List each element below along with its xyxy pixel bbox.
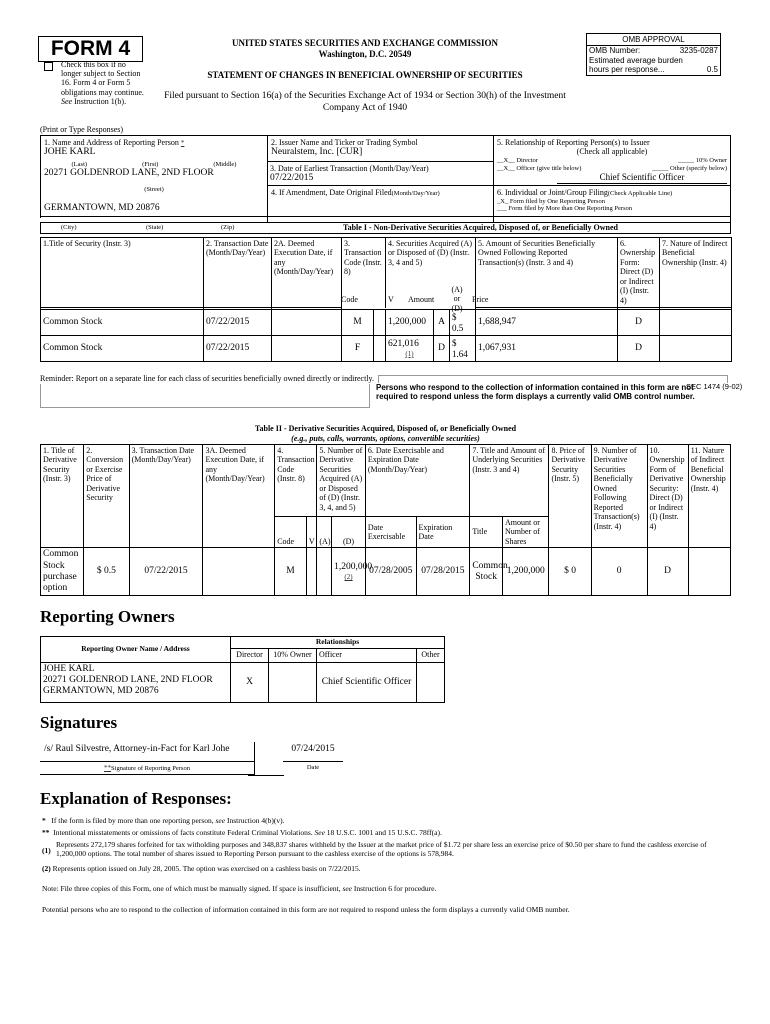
- street-label: (Street): [144, 185, 164, 193]
- sec-code: SEC 1474 (9-02): [686, 382, 743, 391]
- file-copies-note: [42, 885, 732, 894]
- amendment-cell: [267, 185, 494, 222]
- signature-footnote[interactable]: **: [104, 764, 112, 773]
- t2-h-underlying: 7. Title and Amount of Underlying Securities (Instr. 3 and 4): [470, 445, 549, 517]
- reminder-text: Reminder: Report on a separate line for each class of securities beneficially owned directly or indirectly.: [40, 374, 375, 383]
- signature-box: [40, 742, 255, 775]
- table1-rows: [40, 309, 731, 362]
- director-header: Director: [231, 649, 269, 663]
- t2-sub-a: (A): [317, 517, 332, 548]
- t2-date: 07/22/2015: [129, 548, 203, 596]
- t1-owned: 1,688,947: [476, 310, 618, 336]
- t1-h-ownership: 6. Ownership Form: Direct (D) or Indirect (I) (Instr. 4): [618, 238, 660, 308]
- t1-h-nature: 7. Nature of Indirect Beneficial Ownership (Instr. 4): [660, 238, 732, 308]
- t1-amount: [386, 336, 434, 362]
- t1-code: M: [342, 310, 374, 336]
- joint-filing-sub: (Check Applicable Line): [607, 190, 673, 197]
- director-option: __X__ Director: [497, 156, 538, 164]
- t1-aord: D: [434, 336, 450, 362]
- owner-other: [417, 663, 445, 703]
- note-2-text: Represents option issued on July 28, 2005. The option was exercised on a cashless basis on 7/22/2015.: [52, 864, 361, 873]
- t1-amount-value: 621,016: [388, 338, 419, 349]
- t1-h-amount: 5. Amount of Securities Beneficially Owned Following Reported Transaction(s) (Instr. 3 and 4): [476, 238, 618, 308]
- table1: [40, 237, 732, 308]
- t2-h-date: 3. Transaction Date (Month/Day/Year): [129, 445, 203, 548]
- check-note-text: Check this box if no longer subject to Section 16. Form 4 or Form 5 obligations may continue.: [61, 60, 144, 97]
- signature-divider: [248, 775, 284, 776]
- omb-approval-box: [586, 33, 721, 76]
- t1-sub-aord: (A) or (D): [451, 285, 463, 313]
- t1-v: [374, 336, 386, 362]
- dstar-text: Intentional misstatements or omissions of facts constitute Federal Criminal Violations.: [53, 828, 313, 837]
- owner-address-1: 20271 GOLDENROD LANE, 2ND FLOOR: [43, 675, 213, 686]
- omb-hours: 0.5: [706, 65, 718, 75]
- t1-h-deemed: 2A. Deemed Execution Date, if any (Month/Day/Year): [272, 238, 342, 308]
- t1-price: [450, 336, 476, 362]
- owner-address-2: GERMANTOWN, MD 20876: [43, 686, 159, 697]
- omb-number: 3235-0287: [679, 46, 718, 56]
- other-option: _____ Other (specify below): [652, 164, 727, 172]
- t2-sub-amount: Amount or Number of Shares: [503, 517, 549, 548]
- t2-h-price: 8. Price of Derivative Security (Instr. 5): [549, 445, 591, 548]
- t1-date: 07/22/2015: [204, 310, 272, 336]
- persons-notice: Persons who respond to the collection of information contained in this form are not required to respond unless the form displays a currently valid OMB control number.: [376, 383, 695, 402]
- omb-burden-label: Estimated average burden: [589, 55, 683, 65]
- reporting-person-street: 20271 GOLDENROD LANE, 2ND FLOOR: [44, 168, 214, 179]
- t2-sub-exercisable: Date Exercisable: [365, 517, 416, 548]
- t1-owned: 1,067,931: [476, 336, 618, 362]
- omb-title: OMB APPROVAL: [587, 34, 720, 46]
- last-label: (Last): [71, 160, 88, 168]
- check-note-instruction: Instruction 1(b).: [74, 96, 127, 106]
- t2-sub-expiration: Expiration Date: [416, 517, 470, 548]
- owner-director: X: [231, 663, 269, 703]
- table1-title: Table I - Non-Derivative Securities Acquired, Disposed of, or Beneficially Owned: [343, 223, 618, 232]
- t2-nature: [688, 548, 730, 596]
- t1-sub-amount: Amount: [408, 295, 435, 304]
- t2-exercisable: 07/28/2005: [365, 548, 416, 596]
- other-header: Other: [417, 649, 445, 663]
- check-note: [61, 60, 145, 106]
- note-2-marker: (2): [42, 864, 51, 873]
- ten-percent-option: _____ 10% Owner: [677, 156, 727, 164]
- omb-number-label: OMB Number:: [589, 46, 641, 56]
- t2-price: $ 0: [549, 548, 591, 596]
- table2-title: Table II - Derivative Securities Acquired, Disposed of, or Beneficially Owned: [254, 424, 517, 433]
- state-label: (State): [146, 224, 164, 231]
- star-instruction: Instruction 4(b)(v).: [226, 816, 285, 825]
- t1-deemed: [272, 336, 342, 362]
- relationships-header: Relationships: [231, 637, 445, 649]
- print-type-note: (Print or Type Responses): [40, 125, 124, 134]
- t1-deemed: [272, 310, 342, 336]
- explanation-note-1: [42, 841, 732, 859]
- file-copies-text: Note: File three copies of this Form, one of which must be manually signed. If space is insufficient,: [42, 884, 341, 893]
- dstar-see: See: [314, 828, 325, 837]
- potential-persons-note: Potential persons who are to respond to the collection of information contained in this form are not required to respond unless the form displays a currently valid OMB number.: [42, 905, 570, 914]
- t1-amount-value: 1,200,000: [388, 316, 426, 327]
- t1-nature: [660, 336, 732, 362]
- t1-price-value: 1.64: [452, 348, 468, 359]
- t2-h-number: 5. Number of Derivative Securities Acquired (A) or Disposed of (D) (Instr. 3, 4, and 5): [317, 445, 366, 517]
- owner-row: [41, 663, 445, 703]
- table1-row: [41, 336, 732, 362]
- t2-deemed: [203, 548, 275, 596]
- t2-a: [317, 548, 332, 596]
- reporting-person-label: 1. Name and Address of Reporting Person: [44, 138, 179, 147]
- issuer-name: Neuralstem, Inc. [CUR]: [271, 147, 363, 158]
- t2-form: D: [647, 548, 688, 596]
- t1-amount: [386, 310, 434, 336]
- t2-underlying-amount: 1,200,000: [503, 548, 549, 596]
- explanation-heading: Explanation of Responses:: [40, 789, 232, 808]
- t1-form: D: [618, 336, 660, 362]
- t1-h-date: 2. Transaction Date (Month/Day/Year): [204, 238, 272, 308]
- issuer-label: 2. Issuer Name and Ticker or Trading Symbol: [271, 138, 418, 147]
- amendment-sub: (Month/Day/Year): [391, 190, 440, 197]
- file-copies-end: Instruction 6 for procedure.: [353, 884, 437, 893]
- form-title: FORM 4: [38, 36, 143, 62]
- explanation-note-2: [42, 865, 732, 874]
- t1-amount-footnote[interactable]: (1): [405, 349, 414, 358]
- t2-owned: 0: [591, 548, 647, 596]
- earliest-date-cell: [267, 161, 494, 187]
- t1-h-code: 3. Transaction Code (Instr. 8): [342, 238, 386, 308]
- t2-h-deemed: 3A. Deemed Execution Date, if any (Month/Day/Year): [203, 445, 275, 548]
- t1-sub-v: V: [388, 295, 394, 304]
- t2-h-nature: 11. Nature of Indirect Beneficial Ownership (Instr. 4): [688, 445, 730, 548]
- joint-filing-more: ___ Form filed by More than One Reporting Person: [497, 205, 633, 213]
- t2-sub-code: Code: [275, 517, 307, 548]
- relationship-label: 5. Relationship of Reporting Person(s) to Issuer: [497, 138, 650, 147]
- officer-header: Officer: [317, 649, 417, 663]
- dstar-marker: **: [42, 828, 50, 837]
- reporting-owners-table: [40, 636, 445, 703]
- t1-h-securities: 4. Securities Acquired (A) or Disposed of (D) (Instr. 3, 4 and 5): [386, 238, 476, 308]
- earliest-date: 07/22/2015: [270, 173, 314, 184]
- star-marker: *: [42, 816, 46, 825]
- signatures-heading: Signatures: [40, 713, 118, 732]
- t2-h-exercisable: 6. Date Exercisable and Expiration Date (Month/Day/Year): [365, 445, 469, 517]
- t1-price-currency: $: [452, 337, 457, 348]
- signature-date-box: [283, 742, 343, 775]
- t2-expiration: 07/28/2015: [416, 548, 470, 596]
- t1-price: [450, 310, 476, 336]
- t2-d: 1,200,000: [334, 562, 373, 573]
- note-1-text: Represents 272,179 shares forfeited for tax witholding purposes and 348,837 shares withheld by the Issuer at the market price of $1.72 per share less an exercise price of $0.50 per share to fund the cashless exercise of 1,200,000 options. The total number of shares issued to Reporting Person pursuant to the cashless exercise of the options is 578,984.: [56, 840, 707, 858]
- agency-city: Washington, D.C. 20549: [318, 49, 412, 59]
- joint-filing-label: 6. Individual or Joint/Group Filing: [497, 188, 608, 197]
- dstar-cite: 18 U.S.C. 1001 and 15 U.S.C. 78ff(a).: [326, 828, 442, 837]
- reporting-person-name: JOHE KARL: [44, 147, 96, 158]
- t2-h-title: 1. Title of Derivative Security (Instr. 3): [41, 445, 84, 548]
- t2-h-code: 4. Transaction Code (Instr. 8): [275, 445, 317, 517]
- t1-title: Common Stock: [41, 310, 204, 336]
- statement-title: STATEMENT OF CHANGES IN BENEFICIAL OWNERSHIP OF SECURITIES: [207, 70, 523, 80]
- t2-h-form: 10. Ownership Form of Derivative Security: Direct (D) or Indirect (I) (Instr. 4): [647, 445, 688, 548]
- no-longer-subject-checkbox[interactable]: [44, 62, 53, 71]
- table1-row: [41, 310, 732, 336]
- zip-label: (Zip): [221, 224, 235, 231]
- t1-aord: A: [434, 310, 450, 336]
- signature-label: Signature of Reporting Person: [111, 765, 190, 773]
- owner-ten: [269, 663, 317, 703]
- filed-pursuant: Filed pursuant to Section 16(a) of the Securities Exchange Act of 1934 or Section 30(h) of the Investment Company Act of 1940: [164, 91, 566, 114]
- reporting-owners-heading: Reporting Owners: [40, 607, 175, 626]
- t2-h-conversion: 2. Conversion or Exercise Price of Derivative Security: [84, 445, 129, 548]
- table2: [40, 444, 731, 596]
- amendment-label: 4. If Amendment, Date Original Filed: [271, 188, 392, 197]
- t1-code: F: [342, 336, 374, 362]
- reporting-person-star: *: [180, 139, 185, 147]
- table2-row: [41, 548, 731, 596]
- joint-filing-cell: [494, 185, 731, 222]
- owner-name: JOHE KARL: [43, 664, 95, 674]
- city-state-zip-row: [40, 222, 731, 234]
- t1-title: Common Stock: [41, 336, 204, 362]
- t1-form: D: [618, 310, 660, 336]
- t2-sub-title: Title: [470, 517, 503, 548]
- t2-v: [306, 548, 317, 596]
- t1-price-currency: $: [452, 311, 457, 322]
- signature-date-label: Date: [283, 761, 343, 772]
- t1-date: 07/22/2015: [204, 336, 272, 362]
- t2-title: Common Stock purchase option: [41, 548, 84, 596]
- star-see: see: [215, 816, 226, 825]
- explanation-dstar: [42, 829, 732, 838]
- reporting-person-city: GERMANTOWN, MD 20876: [44, 203, 160, 214]
- owner-name-header: Reporting Owner Name / Address: [41, 637, 231, 663]
- star-text: If the form is filed by more than one reporting person,: [51, 816, 214, 825]
- t2-underlying-title: Common Stock: [470, 548, 503, 596]
- t2-code: M: [275, 548, 307, 596]
- middle-label: (Middle): [213, 160, 237, 168]
- first-label: (First): [142, 160, 159, 168]
- t1-price-value: 0.5: [452, 322, 464, 333]
- file-copies-see: see: [342, 884, 353, 893]
- t1-sub-price: Price: [472, 295, 489, 304]
- check-note-see: See: [61, 96, 73, 106]
- t2-d-footnote[interactable]: (2): [344, 573, 353, 582]
- t2-sub-d: (D): [332, 517, 366, 548]
- t1-sub-code: Code: [341, 295, 358, 304]
- t1-h-title: 1.Title of Security (Instr. 3): [41, 238, 204, 308]
- joint-filing-one: _X_ Form filed by One Reporting Person: [497, 197, 605, 205]
- note-1-marker: (1): [42, 846, 51, 855]
- earliest-date-label: 3. Date of Earliest Transaction (Month/Day/Year): [270, 164, 429, 173]
- reminder-line: [378, 375, 728, 383]
- agency-title: UNITED STATES SECURITIES AND EXCHANGE COMMISSION: [232, 38, 498, 48]
- table2-subtitle: (e.g., puts, calls, warrants, options, convertible securities): [291, 434, 480, 443]
- signature-text: /s/ Raul Silvestre, Attorney-in-Fact for Karl Johe: [44, 744, 230, 754]
- t1-v: [374, 310, 386, 336]
- t1-nature: [660, 310, 732, 336]
- owner-officer: Chief Scientific Officer: [317, 663, 417, 703]
- explanation-star: [42, 817, 732, 826]
- officer-title: Chief Scientific Officer: [557, 172, 727, 184]
- t2-sub-v: V: [306, 517, 317, 548]
- table1-data: [40, 309, 732, 362]
- city-label: (City): [61, 224, 77, 231]
- omb-hours-label: hours per response...: [589, 65, 665, 75]
- signature-date: 07/24/2015: [291, 744, 335, 754]
- relationship-sub: (Check all applicable): [576, 147, 648, 157]
- notice-spacer: [40, 384, 370, 408]
- t2-h-owned: 9. Number of Derivative Securities Beneficially Owned Following Reported Transaction(s) (Instr. 4): [591, 445, 647, 548]
- reporting-person-cell: [41, 136, 268, 217]
- officer-option: __X__ Officer (give title below): [497, 164, 582, 172]
- ten-owner-header: 10% Owner: [269, 649, 317, 663]
- t2-conversion: $ 0.5: [84, 548, 129, 596]
